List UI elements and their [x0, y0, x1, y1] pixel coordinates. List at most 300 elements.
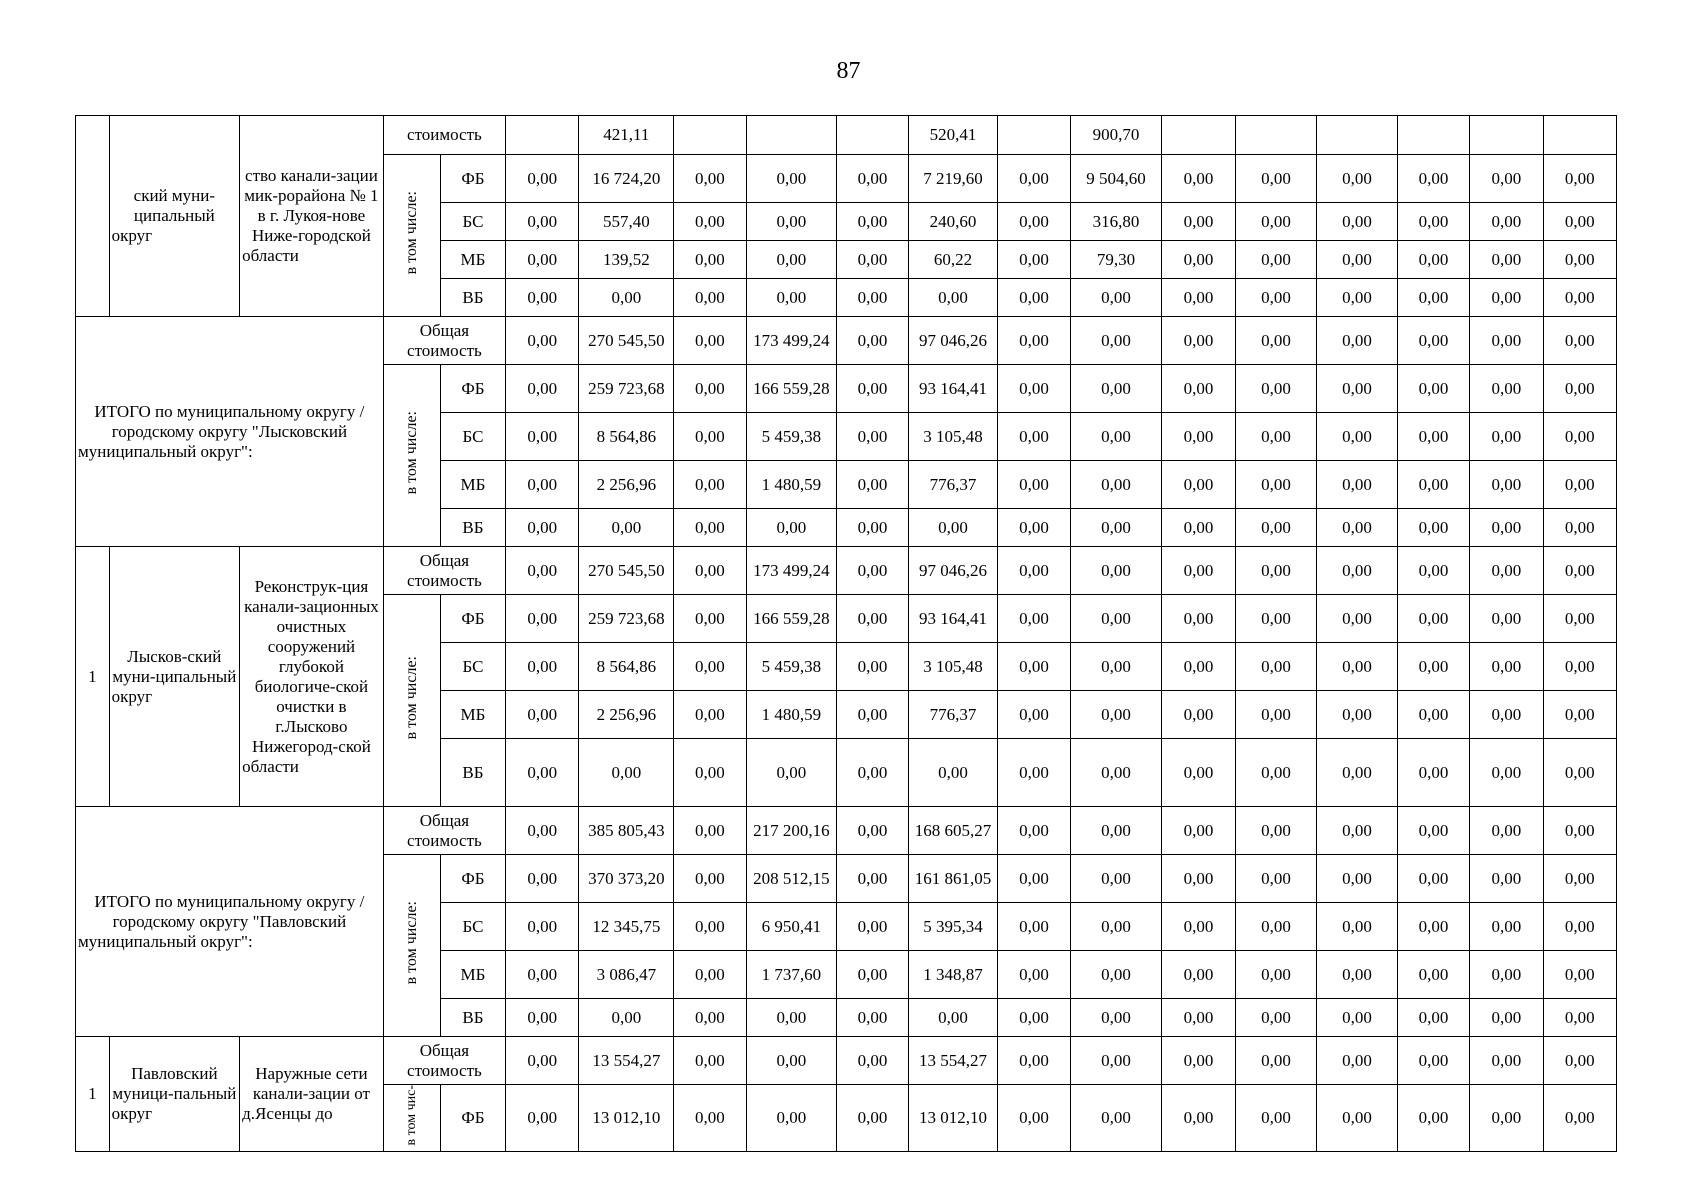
value-cell: 0,00 [674, 203, 746, 241]
value-cell: 0,00 [1543, 461, 1617, 509]
value-cell: 0,00 [674, 1085, 746, 1152]
value-cell: 0,00 [1070, 691, 1162, 739]
value-cell: 900,70 [1070, 116, 1162, 155]
including-label: в том числе: [383, 155, 440, 317]
value-cell: 0,00 [1162, 317, 1235, 365]
value-cell: 0,00 [998, 903, 1070, 951]
value-cell: 0,00 [1235, 643, 1317, 691]
value-cell: 0,00 [1317, 1037, 1398, 1085]
fund-label: БС [440, 903, 505, 951]
value-cell: 0,00 [1543, 903, 1617, 951]
value-cell: 0,00 [674, 241, 746, 279]
value-cell [998, 116, 1070, 155]
value-cell: 557,40 [579, 203, 674, 241]
value-cell: 0,00 [674, 951, 746, 999]
total-cost-label: Общая стоимость [383, 1037, 505, 1085]
value-cell: 0,00 [1070, 1037, 1162, 1085]
value-cell: 0,00 [1162, 691, 1235, 739]
value-cell: 0,00 [1543, 643, 1617, 691]
value-cell: 0,00 [506, 1037, 579, 1085]
value-cell: 13 012,10 [908, 1085, 998, 1152]
table-row [76, 807, 1617, 855]
value-cell: 13 554,27 [908, 1037, 998, 1085]
value-cell: 0,00 [837, 1085, 908, 1152]
value-cell: 0,00 [837, 643, 908, 691]
value-cell: 0,00 [1235, 1037, 1317, 1085]
value-cell: 0,00 [1070, 855, 1162, 903]
value-cell: 0,00 [1543, 241, 1617, 279]
value-cell: 0,00 [674, 999, 746, 1037]
value-cell: 0,00 [506, 903, 579, 951]
value-cell [674, 116, 746, 155]
value-cell: 0,00 [674, 547, 746, 595]
value-cell: 0,00 [1397, 241, 1469, 279]
fund-label: ФБ [440, 595, 505, 643]
value-cell: 0,00 [998, 241, 1070, 279]
value-cell: 0,00 [674, 317, 746, 365]
value-cell: 0,00 [1470, 241, 1543, 279]
value-cell: 0,00 [1070, 461, 1162, 509]
value-cell [1543, 116, 1617, 155]
value-cell: 0,00 [1397, 643, 1469, 691]
value-cell: 0,00 [674, 461, 746, 509]
value-cell: 0,00 [837, 317, 908, 365]
value-cell: 0,00 [746, 739, 837, 807]
object-cell: ство канали-зации мик-рорайона № 1 в г. Лукоя-нове Ниже-городской области [240, 116, 384, 317]
value-cell: 0,00 [506, 595, 579, 643]
value-cell: 0,00 [1235, 547, 1317, 595]
value-cell: 0,00 [1470, 903, 1543, 951]
value-cell: 0,00 [1397, 203, 1469, 241]
value-cell: 79,30 [1070, 241, 1162, 279]
value-cell: 0,00 [998, 691, 1070, 739]
value-cell: 0,00 [674, 807, 746, 855]
value-cell: 0,00 [1162, 999, 1235, 1037]
table-row [76, 317, 1617, 365]
value-cell: 0,00 [837, 509, 908, 547]
fund-label: БС [440, 203, 505, 241]
value-cell: 0,00 [837, 279, 908, 317]
value-cell: 13 554,27 [579, 1037, 674, 1085]
value-cell: 0,00 [998, 413, 1070, 461]
value-cell: 13 012,10 [579, 1085, 674, 1152]
value-cell: 0,00 [1543, 509, 1617, 547]
value-cell: 0,00 [1235, 739, 1317, 807]
value-cell: 0,00 [1070, 317, 1162, 365]
value-cell: 0,00 [746, 1037, 837, 1085]
value-cell: 0,00 [1317, 855, 1398, 903]
value-cell: 0,00 [1162, 643, 1235, 691]
total-title: ИТОГО по муниципальному округу / городскому округу "Лысковский муниципальный округ": [76, 317, 384, 547]
value-cell: 0,00 [1162, 203, 1235, 241]
value-cell: 0,00 [506, 807, 579, 855]
value-cell: 0,00 [1162, 413, 1235, 461]
value-cell: 0,00 [506, 203, 579, 241]
value-cell: 0,00 [1235, 1085, 1317, 1152]
value-cell: 0,00 [1470, 155, 1543, 203]
value-cell: 0,00 [1470, 203, 1543, 241]
table-row [76, 1037, 1617, 1085]
value-cell: 0,00 [1317, 509, 1398, 547]
value-cell: 0,00 [908, 999, 998, 1037]
value-cell: 520,41 [908, 116, 998, 155]
value-cell: 0,00 [579, 999, 674, 1037]
page-number: 87 [836, 58, 861, 84]
value-cell: 0,00 [998, 365, 1070, 413]
value-cell: 5 395,34 [908, 903, 998, 951]
value-cell: 0,00 [1317, 413, 1398, 461]
value-cell: 385 805,43 [579, 807, 674, 855]
value-cell: 0,00 [1070, 643, 1162, 691]
value-cell: 0,00 [1397, 807, 1469, 855]
value-cell: 0,00 [1235, 951, 1317, 999]
district-cell: Лысков-ский муни-ципальный округ [109, 547, 239, 807]
value-cell: 0,00 [1397, 413, 1469, 461]
value-cell: 0,00 [1543, 595, 1617, 643]
value-cell: 0,00 [579, 279, 674, 317]
value-cell: 3 086,47 [579, 951, 674, 999]
value-cell: 0,00 [1317, 807, 1398, 855]
value-cell: 0,00 [998, 461, 1070, 509]
value-cell: 0,00 [1397, 951, 1469, 999]
value-cell: 0,00 [1070, 1085, 1162, 1152]
value-cell: 0,00 [1397, 903, 1469, 951]
value-cell: 161 861,05 [908, 855, 998, 903]
fund-label: МБ [440, 691, 505, 739]
value-cell: 0,00 [1235, 241, 1317, 279]
value-cell [1317, 116, 1398, 155]
value-cell: 0,00 [674, 1037, 746, 1085]
value-cell: 0,00 [1162, 595, 1235, 643]
value-cell: 270 545,50 [579, 317, 674, 365]
value-cell: 208 512,15 [746, 855, 837, 903]
value-cell: 0,00 [1470, 279, 1543, 317]
value-cell: 0,00 [1543, 203, 1617, 241]
value-cell: 0,00 [1235, 807, 1317, 855]
value-cell: 166 559,28 [746, 365, 837, 413]
total-title: ИТОГО по муниципальному округу / городскому округу "Павловский муниципальный округ": [76, 807, 384, 1037]
value-cell: 0,00 [1162, 279, 1235, 317]
value-cell: 7 219,60 [908, 155, 998, 203]
value-cell: 0,00 [579, 739, 674, 807]
value-cell: 0,00 [1470, 691, 1543, 739]
value-cell: 0,00 [1162, 903, 1235, 951]
value-cell [1235, 116, 1317, 155]
value-cell: 0,00 [1397, 1085, 1469, 1152]
value-cell: 0,00 [1397, 855, 1469, 903]
value-cell: 0,00 [1070, 739, 1162, 807]
fund-label: ВБ [440, 279, 505, 317]
value-cell: 0,00 [998, 317, 1070, 365]
value-cell: 0,00 [1470, 999, 1543, 1037]
value-cell: 0,00 [1070, 951, 1162, 999]
fund-label: ФБ [440, 855, 505, 903]
value-cell: 0,00 [908, 739, 998, 807]
value-cell: 0,00 [746, 509, 837, 547]
value-cell: 0,00 [1317, 241, 1398, 279]
value-cell: 0,00 [674, 855, 746, 903]
value-cell: 0,00 [506, 547, 579, 595]
value-cell: 0,00 [1470, 951, 1543, 999]
value-cell: 0,00 [837, 155, 908, 203]
value-cell: 8 564,86 [579, 643, 674, 691]
value-cell: 0,00 [1235, 317, 1317, 365]
value-cell: 0,00 [1397, 155, 1469, 203]
fund-label: ФБ [440, 155, 505, 203]
value-cell: 0,00 [674, 739, 746, 807]
including-label: в том числе: [383, 595, 440, 807]
value-cell: 1 737,60 [746, 951, 837, 999]
value-cell: 0,00 [1470, 413, 1543, 461]
value-cell: 0,00 [837, 903, 908, 951]
total-cost-label: Общая стоимость [383, 547, 505, 595]
value-cell: 0,00 [1470, 365, 1543, 413]
value-cell: 0,00 [1317, 739, 1398, 807]
fund-label: ФБ [440, 1085, 505, 1152]
value-cell: 370 373,20 [579, 855, 674, 903]
value-cell: 0,00 [1470, 855, 1543, 903]
including-label: в том числе: [383, 365, 440, 547]
value-cell: 93 164,41 [908, 595, 998, 643]
value-cell: 0,00 [1470, 595, 1543, 643]
index-cell: 1 [76, 547, 110, 807]
budget-table [75, 115, 1617, 1152]
value-cell: 0,00 [674, 691, 746, 739]
value-cell: 0,00 [837, 807, 908, 855]
value-cell: 5 459,38 [746, 643, 837, 691]
value-cell: 0,00 [1397, 279, 1469, 317]
value-cell: 0,00 [1397, 595, 1469, 643]
value-cell: 0,00 [1317, 691, 1398, 739]
value-cell: 0,00 [506, 855, 579, 903]
object-cell: Реконструк-ция канали-зационных очистных сооружений глубокой биологиче-ской очистки в г.Лысково Нижегород-ской области [240, 547, 384, 807]
value-cell: 0,00 [1317, 461, 1398, 509]
value-cell: 6 950,41 [746, 903, 837, 951]
value-cell: 0,00 [837, 691, 908, 739]
fund-label: ВБ [440, 999, 505, 1037]
value-cell: 0,00 [837, 855, 908, 903]
value-cell: 0,00 [1317, 903, 1398, 951]
value-cell: 0,00 [674, 903, 746, 951]
value-cell: 0,00 [506, 691, 579, 739]
value-cell: 0,00 [1235, 279, 1317, 317]
value-cell: 0,00 [674, 155, 746, 203]
value-cell: 0,00 [837, 413, 908, 461]
value-cell: 0,00 [506, 999, 579, 1037]
value-cell [1162, 116, 1235, 155]
value-cell: 0,00 [1397, 317, 1469, 365]
value-cell: 0,00 [1543, 951, 1617, 999]
value-cell: 3 105,48 [908, 413, 998, 461]
value-cell: 0,00 [1317, 643, 1398, 691]
value-cell: 0,00 [1162, 855, 1235, 903]
value-cell: 0,00 [1543, 413, 1617, 461]
value-cell: 0,00 [837, 203, 908, 241]
value-cell: 0,00 [998, 203, 1070, 241]
value-cell: 0,00 [674, 509, 746, 547]
value-cell: 0,00 [1470, 1037, 1543, 1085]
value-cell: 97 046,26 [908, 547, 998, 595]
value-cell: 0,00 [998, 855, 1070, 903]
value-cell: 2 256,96 [579, 691, 674, 739]
including-label: в том числе: [383, 855, 440, 1037]
value-cell: 0,00 [837, 461, 908, 509]
value-cell: 0,00 [998, 155, 1070, 203]
value-cell: 0,00 [1070, 547, 1162, 595]
value-cell: 0,00 [1397, 365, 1469, 413]
table-body [76, 116, 1617, 1152]
value-cell: 0,00 [1397, 509, 1469, 547]
value-cell: 0,00 [1397, 739, 1469, 807]
value-cell: 0,00 [1543, 317, 1617, 365]
value-cell: 1 348,87 [908, 951, 998, 999]
value-cell: 0,00 [1543, 547, 1617, 595]
fund-label: ВБ [440, 739, 505, 807]
value-cell: 0,00 [1317, 595, 1398, 643]
value-cell: 3 105,48 [908, 643, 998, 691]
value-cell: 0,00 [837, 365, 908, 413]
district-cell: Павловский муници-пальный округ [109, 1037, 239, 1152]
fund-label: МБ [440, 241, 505, 279]
table-row [76, 116, 1617, 155]
value-cell: 0,00 [1543, 365, 1617, 413]
value-cell: 0,00 [1070, 595, 1162, 643]
value-cell: 0,00 [1235, 413, 1317, 461]
value-cell: 0,00 [1235, 509, 1317, 547]
value-cell: 0,00 [1317, 203, 1398, 241]
value-cell: 0,00 [837, 241, 908, 279]
value-cell: 259 723,68 [579, 595, 674, 643]
value-cell: 168 605,27 [908, 807, 998, 855]
value-cell: 0,00 [1470, 1085, 1543, 1152]
value-cell: 173 499,24 [746, 317, 837, 365]
value-cell: 0,00 [1470, 317, 1543, 365]
value-cell: 0,00 [1162, 155, 1235, 203]
value-cell: 0,00 [506, 365, 579, 413]
value-cell: 0,00 [746, 999, 837, 1037]
value-cell: 1 480,59 [746, 691, 837, 739]
value-cell: 0,00 [506, 643, 579, 691]
value-cell [837, 116, 908, 155]
object-cell: Наружные сети канали-зации от д.Ясенцы до [240, 1037, 384, 1152]
value-cell: 12 345,75 [579, 903, 674, 951]
district-cell: ский муни-ципальный округ [109, 116, 239, 317]
fund-label: ВБ [440, 509, 505, 547]
value-cell: 0,00 [1162, 509, 1235, 547]
value-cell: 0,00 [837, 999, 908, 1037]
value-cell: 0,00 [674, 365, 746, 413]
value-cell: 0,00 [506, 461, 579, 509]
value-cell: 0,00 [746, 241, 837, 279]
value-cell: 60,22 [908, 241, 998, 279]
value-cell: 0,00 [1235, 595, 1317, 643]
value-cell: 240,60 [908, 203, 998, 241]
value-cell: 0,00 [1070, 999, 1162, 1037]
value-cell: 0,00 [1162, 461, 1235, 509]
value-cell: 0,00 [579, 509, 674, 547]
value-cell: 0,00 [1070, 365, 1162, 413]
value-cell: 0,00 [1317, 365, 1398, 413]
value-cell: 0,00 [1235, 999, 1317, 1037]
value-cell: 0,00 [837, 1037, 908, 1085]
value-cell: 0,00 [998, 279, 1070, 317]
value-cell [506, 116, 579, 155]
value-cell: 0,00 [1470, 509, 1543, 547]
value-cell: 0,00 [1070, 903, 1162, 951]
total-cost-label: Общая стоимость [383, 317, 505, 365]
value-cell: 0,00 [506, 1085, 579, 1152]
value-cell: 93 164,41 [908, 365, 998, 413]
value-cell: 0,00 [674, 279, 746, 317]
value-cell: 0,00 [1543, 999, 1617, 1037]
value-cell: 0,00 [1397, 1037, 1469, 1085]
value-cell: 316,80 [1070, 203, 1162, 241]
value-cell: 0,00 [1317, 999, 1398, 1037]
including-label: в том чис- [383, 1085, 440, 1152]
fund-label: МБ [440, 951, 505, 999]
value-cell: 0,00 [998, 739, 1070, 807]
value-cell: 0,00 [506, 739, 579, 807]
value-cell: 0,00 [1317, 1085, 1398, 1152]
value-cell: 0,00 [998, 999, 1070, 1037]
value-cell [746, 116, 837, 155]
value-cell: 0,00 [1235, 365, 1317, 413]
value-cell: 0,00 [746, 1085, 837, 1152]
value-cell: 0,00 [1317, 279, 1398, 317]
value-cell: 0,00 [1317, 951, 1398, 999]
value-cell: 0,00 [998, 1037, 1070, 1085]
value-cell: 0,00 [506, 317, 579, 365]
value-cell: 0,00 [1235, 461, 1317, 509]
value-cell: 166 559,28 [746, 595, 837, 643]
value-cell: 0,00 [1235, 855, 1317, 903]
value-cell: 0,00 [506, 509, 579, 547]
value-cell: 0,00 [1070, 413, 1162, 461]
value-cell: 0,00 [1543, 855, 1617, 903]
fund-label: МБ [440, 461, 505, 509]
value-cell: 0,00 [998, 951, 1070, 999]
value-cell: 173 499,24 [746, 547, 837, 595]
value-cell: 0,00 [746, 203, 837, 241]
value-cell: 0,00 [1543, 279, 1617, 317]
value-cell: 0,00 [998, 807, 1070, 855]
value-cell: 0,00 [1470, 739, 1543, 807]
value-cell: 421,11 [579, 116, 674, 155]
value-cell: 0,00 [1317, 547, 1398, 595]
value-cell: 270 545,50 [579, 547, 674, 595]
value-cell: 0,00 [1162, 241, 1235, 279]
value-cell: 97 046,26 [908, 317, 998, 365]
table-row [76, 547, 1617, 595]
value-cell: 0,00 [1397, 999, 1469, 1037]
value-cell: 0,00 [1543, 1037, 1617, 1085]
value-cell: 16 724,20 [579, 155, 674, 203]
value-cell: 0,00 [998, 595, 1070, 643]
value-cell: 217 200,16 [746, 807, 837, 855]
value-cell: 0,00 [1470, 461, 1543, 509]
value-cell: 0,00 [837, 739, 908, 807]
total-cost-label: стоимость [383, 116, 505, 155]
value-cell: 0,00 [908, 279, 998, 317]
value-cell: 0,00 [1235, 203, 1317, 241]
value-cell: 259 723,68 [579, 365, 674, 413]
value-cell: 2 256,96 [579, 461, 674, 509]
value-cell: 8 564,86 [579, 413, 674, 461]
value-cell: 0,00 [1397, 691, 1469, 739]
value-cell: 0,00 [998, 509, 1070, 547]
value-cell: 0,00 [674, 643, 746, 691]
value-cell: 0,00 [1397, 547, 1469, 595]
